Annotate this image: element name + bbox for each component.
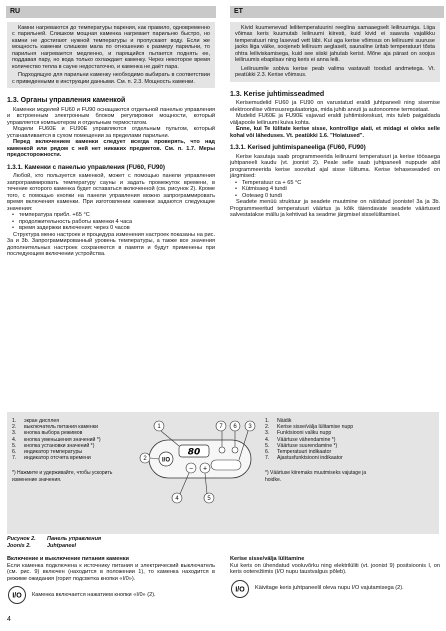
et-warning: Enne, kui Te lülitate kerise sisse, kontrollige alati, et midagi ei oleks selle kohal või läheduses. Vt. peatükki 1.6. "Hoiatused". xyxy=(230,126,440,139)
io-button-icon-label: I/O xyxy=(12,592,22,600)
list-item: • Kütmisaeg 4 tundi xyxy=(242,186,440,193)
et-intro-box xyxy=(230,22,440,82)
ru-column xyxy=(7,22,215,258)
list-item: • Ooteaeg 0 tundi xyxy=(242,193,440,200)
ru-section-heading: 1.3. Органы управления каменкой xyxy=(7,97,126,105)
et-figure-title: Juhtpaneel xyxy=(47,543,77,549)
et-column xyxy=(230,22,440,219)
et-power-heading: Kerise sisse/välja lülitamine xyxy=(230,556,305,562)
ru-paragraph: Любой, кто пользуется каменкой, может с помощью панели управления запрограммировать температуру сауны и задать промежуток времени, в течение которого каменка будет оставаться включенной (см. рисунок 2). Кроме того, с помощью кнопки на панели управления можно запрограммировать время включения каменки. При изготовлении каменки задаются следующие значения: xyxy=(7,173,215,212)
et-paragraph: Kerise kasutaja saab programmeerida leiliruumi temperatuuri ja kerise töösaega juhtpaneeli kaudu (vt. joonist 2). Peale selle saab juhtpaneeli nuppude abil programmeerida kerise soovitud ajal sisse lülituma. Kerise tehaseseaded on järgmised: xyxy=(230,153,440,180)
ru-paragraph: Каменки моделей FU60 и FU90 оснащаются отдельной панелью управления и встроенным электронным блоком регулировки мощности, который управляется компьютером и отдельным термостатом. xyxy=(7,106,215,126)
ru-figure-label: Рисунок 2. xyxy=(7,536,36,542)
callout-6: 6 xyxy=(233,424,237,430)
ru-subsection-heading: 1.3.1. Каменки с панелью управления (FU60, FU90) xyxy=(7,163,165,171)
control-panel-illustration xyxy=(139,414,259,510)
list-item: • продолжительность работы каменки 4 часа xyxy=(19,219,215,226)
ru-intro-text-2: Подходящую для парильни каменку необходимо выбирать в соответствии с приведенными в инструкции данными. См. п. 2.3. Мощность каменки. xyxy=(12,72,210,85)
callout-5: 5 xyxy=(207,496,211,502)
callout-1: 1 xyxy=(157,424,161,430)
et-section-heading: 1.3. Kerise juhtimisseadmed xyxy=(230,90,325,98)
ru-power-heading: Включение и выключение питания каменки xyxy=(7,556,129,562)
figure-caption xyxy=(7,536,101,550)
page-number: 4 xyxy=(7,616,11,623)
io-button-icon-label: I/O xyxy=(235,586,245,593)
et-power-section xyxy=(230,556,440,599)
et-paragraph: Kerisemudelid FU60 ja FU90 on varustatud eraldi juhtpaneeli ning sisemise elektroonilise võimsusregulaatoriga, mida juhib arvuti ja autonoomne termostaat. xyxy=(230,100,440,113)
ru-intro-text: Камни нагреваются до температуры парения, как правило, одновременно с парильней. Слишком мощная каменка нагревает парильню быстро, но камни не достигают нужной температуры и пропускают воду. Если же мощность каменки слишком мала по отношению к размеру парильни, то парильня нагревается медленно, и парящийся пытается поднять ее, поддавая пару, но вода только охлаждает каменку. Через некоторое время количество тепла в сауне недостаточно, и каменка не даёт пара. xyxy=(12,25,210,70)
ru-power-section xyxy=(7,556,215,605)
et-subsection-heading: 1.3.1. Kerised juhtimispaneeliga (FU60, FU90) xyxy=(230,144,366,152)
et-factory-settings-list xyxy=(230,180,440,200)
callout-2: 2 xyxy=(143,456,147,462)
ru-intro-box xyxy=(7,22,215,88)
et-intro-text: Kivid kuumenevad leilitemperatuurini reeglina samaaegselt leiliruumiga. Liiga võimas keris kuumutab leiliruumi kiiresti, kuid kivid ei saavuta vajalikku temperatuuri ning lasevad vett läbi. Kui aga kerise võimsus on leiliruumi suuruse jaoks liiga väike, soojeneb leiliruum aeglaselt, saunaline üritab temperatuuri tõsta ohtra leiliviskamisega, kuid see siiski jahutab kerist. Mõne aja pärast on soojus leiliruumis ebapiisav ning keris ei anna leili. xyxy=(235,25,435,64)
callout-4: 4 xyxy=(175,496,179,502)
ru-footnote: *) Нажмите и удерживайте, чтобы ускорить изменение значения. xyxy=(12,470,113,483)
ru-power-text: Если каменка подключена к источнику питания и электрический выключатель (см. рис. 9) включен (находится в положении 1), то каменка находится в режиме ожидания (горит подсветка кнопки «I/0»). xyxy=(7,562,215,582)
et-intro-text-2: Leiliruumile sobiva kerise peab valima vastavalt toodud andmetega. Vt. peatükki 2.3. Kerise võimsus. xyxy=(235,65,435,79)
list-item: • температура прибл. +65 °C xyxy=(19,212,215,219)
io-button-icon xyxy=(7,585,27,605)
et-paragraph: Seadete menüü struktuur ja seadete muutmine on näidatud joonistel 3a ja 3b. Programmeeritud temperatuuri väärtus ja kõik täiendavate seadete väärtused salvestatakse mällu ja kehtivad ka seadme järgmisel sisselülitamisel. xyxy=(230,199,440,219)
et-figure-label: Joonis 2. xyxy=(7,543,31,549)
ru-warning: Перед включением каменки следует всегда проверять, что над каменкой или рядом с ней нет никаких предметов. См. п. 1.7. Меры предосторожности. xyxy=(7,139,215,159)
ru-paragraph: Структура меню настроек и процедура изменения настроек показаны на рис. 3a и 3b. Запрограммированный уровень температуры, а также все значения дополнительных настроек сохраняются в памяти и будут применены при последующем включении устройства. xyxy=(7,231,215,258)
ru-legend: 1. экран дисплея 2. выключатель питания каменки 3. кнопка выбора режимов 4. кнопка уменьшения значений *) 5. кнопка установки значений *) 6. индикатор температуры 7. индикатор отсчета времени *) Нажмите и удерживайте, чтобы ускорить изменение значения. xyxy=(12,418,124,483)
io-button-icon xyxy=(230,579,250,599)
list-item: • время задержки включения: через 0 часов xyxy=(19,225,215,232)
power-button-label: I/O xyxy=(161,457,171,464)
ru-paragraph: Модели FU60E и FU90E управляются отдельным пультом, который устанавливается в сухом помещении за пределами парильни. xyxy=(7,126,215,139)
callout-3: 3 xyxy=(248,424,252,430)
et-power-text: Kui keris on ühendatud vooluvõrku ning elektrilüliti (vt. joonist 9) positsioonis I, on keris ooterežiimis (I/O nupu taustvalgus põleb). xyxy=(230,562,440,575)
header-lang-et: ET xyxy=(230,6,444,18)
temperature-indicator xyxy=(219,447,225,453)
ru-figure-title: Панель управления xyxy=(47,536,102,542)
timer-indicator xyxy=(232,447,238,453)
display-readout: 80 xyxy=(187,447,201,458)
et-power-on-text: Käivitage keris juhtpaneelil oleva nupu I/O vajutamisega (2). xyxy=(255,585,404,592)
et-paragraph: Mudelid FU60E ja FU90E vajavad eraldi juhtimiskeskust, mis tuleb paigaldada väljapoole leiliruumi kuiva kohta. xyxy=(230,113,440,126)
plus-button-label: + xyxy=(202,465,208,473)
et-footnote: *) Väärtuse kiiremaks muutmiseks vajutage ja hoidke. xyxy=(265,470,367,483)
ru-power-on-text: Каменка включается нажатием кнопки «I/0» (2). xyxy=(32,591,156,598)
et-legend: 1. Näidik 2. Kerise sisse/välja lülitamise nupp 3. Funktsiooni valiku nupp 4. Väärtuse vähendamine *) 5. Väärtuse suurendamine *) 6. Temperatuuri indikaator 7. Ajastusfunktsiooni indikaator *) Väärtuse kiiremaks muutmiseks vajutage ja hoidke. xyxy=(265,418,435,483)
mode-button[interactable] xyxy=(211,460,241,470)
ru-factory-settings-list xyxy=(7,212,215,232)
header-lang-ru: RU xyxy=(6,6,216,18)
callout-7: 7 xyxy=(219,424,223,430)
figure-2-box xyxy=(7,412,439,534)
list-item: • Temperatuur ca + 65 °C xyxy=(242,180,440,187)
minus-button-label: − xyxy=(188,465,194,473)
